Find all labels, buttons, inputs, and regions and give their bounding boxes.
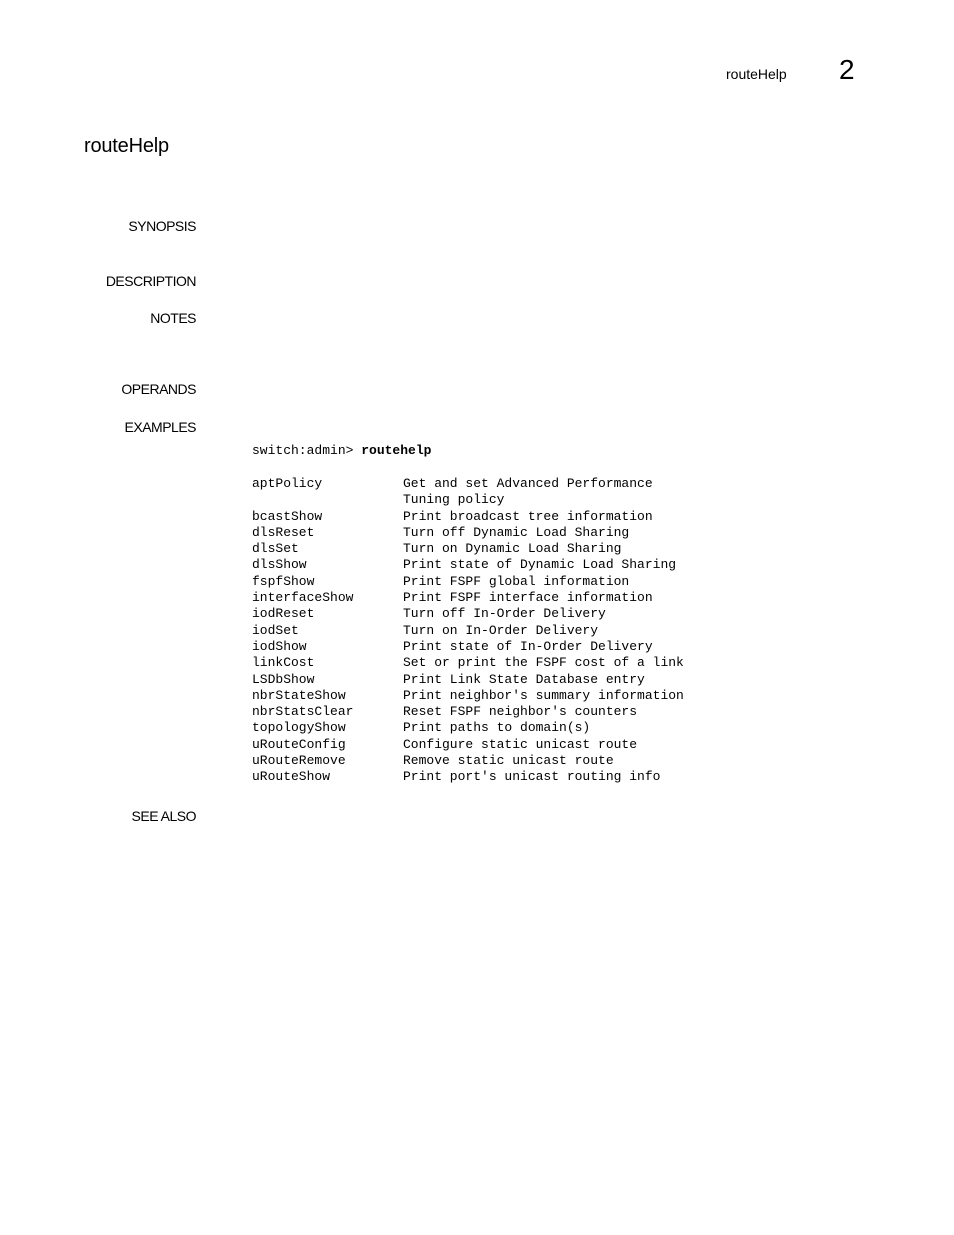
command-row	[252, 623, 684, 639]
command-row	[252, 753, 684, 769]
running-header-title: routeHelp	[726, 66, 787, 82]
example-command: routehelp	[361, 443, 432, 458]
command-row	[252, 476, 684, 509]
command-name: linkCost	[252, 655, 315, 671]
command-description: Turn off In-Order Delivery	[403, 606, 606, 622]
command-row	[252, 590, 684, 606]
command-name: bcastShow	[252, 508, 323, 524]
command-description: Print port's unicast routing info	[403, 769, 661, 785]
command-name: uRouteRemove	[252, 753, 346, 769]
command-row	[252, 606, 684, 622]
command-description: Print state of In-Order Delivery	[403, 638, 653, 654]
command-description: Print state of Dynamic Load Sharing	[403, 557, 677, 573]
command-description: Print Link State Database entry	[403, 671, 645, 687]
command-row	[252, 574, 684, 590]
command-name: uRouteConfig	[252, 736, 346, 752]
section-heading-see-also: SEE ALSO	[131, 808, 196, 824]
command-description: Get and set Advanced Performance Tuning policy	[403, 476, 653, 508]
command-description: Print paths to domain(s)	[403, 720, 591, 736]
command-name: uRouteShow	[252, 769, 331, 785]
command-name: interfaceShow	[252, 590, 354, 606]
command-name: nbrStatsClear	[252, 704, 354, 720]
command-list	[252, 476, 684, 786]
command-row	[252, 672, 684, 688]
chapter-number: 2	[839, 54, 855, 85]
command-description: Turn on In-Order Delivery	[403, 622, 599, 638]
command-description: Print neighbor's summary information	[403, 687, 684, 703]
section-heading-notes: NOTES	[150, 310, 196, 326]
section-heading-examples: EXAMPLES	[124, 419, 196, 435]
command-row	[252, 704, 684, 720]
command-row	[252, 639, 684, 655]
command-name: dlsReset	[252, 524, 315, 540]
example-prompt: switch:admin>	[252, 443, 362, 458]
command-row	[252, 509, 684, 525]
command-row	[252, 655, 684, 671]
command-name: aptPolicy	[252, 476, 323, 491]
section-heading-description: DESCRIPTION	[105, 273, 196, 289]
section-heading-operands: OPERANDS	[121, 381, 196, 397]
command-row	[252, 737, 684, 753]
command-name: dlsShow	[252, 557, 307, 573]
command-description: Print broadcast tree information	[403, 508, 653, 524]
command-name: LSDbShow	[252, 671, 315, 687]
command-description: Print FSPF global information	[403, 573, 630, 589]
command-name: nbrStateShow	[252, 687, 346, 703]
command-name: dlsSet	[252, 541, 299, 557]
command-name: iodReset	[252, 606, 315, 622]
command-row	[252, 720, 684, 736]
command-description: Reset FSPF neighbor's counters	[403, 704, 638, 720]
command-row	[252, 541, 684, 557]
command-row	[252, 688, 684, 704]
command-description: Print FSPF interface information	[403, 590, 653, 606]
command-name: fspfShow	[252, 573, 315, 589]
command-row	[252, 525, 684, 541]
example-prompt-line	[252, 443, 431, 458]
command-name: iodSet	[252, 622, 299, 638]
command-description: Set or print the FSPF cost of a link	[403, 655, 684, 671]
command-description: Configure static unicast route	[403, 736, 638, 752]
command-description: Remove static unicast route	[403, 753, 614, 769]
command-name: topologyShow	[252, 720, 346, 736]
page-title: routeHelp	[84, 135, 169, 157]
command-row	[252, 557, 684, 573]
command-name: iodShow	[252, 638, 307, 654]
command-description: Turn off Dynamic Load Sharing	[403, 524, 630, 540]
command-description: Turn on Dynamic Load Sharing	[403, 541, 622, 557]
section-heading-synopsis: SYNOPSIS	[128, 218, 196, 234]
command-row	[252, 769, 684, 785]
